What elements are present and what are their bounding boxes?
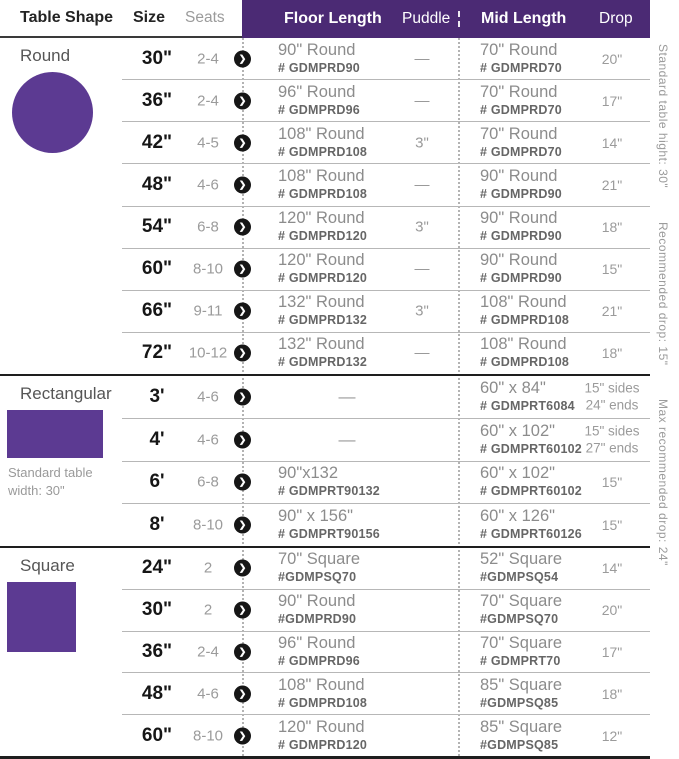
rectangular-shape-icon (7, 410, 103, 458)
seats-value: 4-6 (197, 685, 219, 703)
shape-column-square (0, 548, 122, 756)
drop-cell (574, 344, 650, 362)
section-square (0, 548, 650, 759)
chevron-circle-icon: ❯ (234, 727, 251, 744)
table-row (122, 631, 650, 673)
table-row (122, 376, 650, 418)
floor-length-sku: # GDMPRD132 (278, 355, 368, 370)
floor-length-value: 120" Round (278, 717, 365, 736)
mid-length-sku: # GDMPRD70 (480, 102, 562, 117)
table-row (122, 163, 650, 205)
table-header (0, 0, 650, 38)
seats-value: 4-6 (197, 176, 219, 194)
mid-length-value: 60" x 102" (480, 464, 556, 483)
table-row (122, 461, 650, 504)
drop-value: 18" (601, 218, 623, 235)
floor-length-sku: # GDMPRD108 (278, 187, 368, 202)
size-value: 6' (149, 471, 165, 493)
puddle-value: — (414, 176, 430, 194)
drop-cell (574, 176, 650, 194)
mid-length-sku: #GDMPSQ85 (480, 695, 559, 710)
chevron-circle-icon: ❯ (234, 560, 251, 577)
floor-length-value: 90"x132 (278, 464, 338, 483)
puddle-value: 3" (415, 218, 429, 236)
header-purple-bar (242, 0, 650, 38)
chevron-circle-icon: ❯ (234, 388, 251, 405)
floor-length-sku: # GDMPRD132 (278, 313, 368, 328)
seats-value: 9-11 (193, 302, 223, 320)
floor-length-cell (278, 592, 416, 628)
chevron-circle-icon: ❯ (234, 517, 251, 534)
mid-length-value: 108" Round (480, 335, 567, 354)
drop-cell (574, 302, 650, 320)
mid-length-value: 52" Square (480, 550, 563, 569)
chevron-circle-icon: ❯ (234, 219, 251, 236)
mid-length-value: 70" Round (480, 40, 558, 59)
size-value: 4' (149, 428, 165, 450)
floor-length-value: 120" Round (278, 209, 365, 228)
drop-cell (574, 559, 650, 577)
rows-rectangular (122, 376, 650, 546)
floor-length-value: 70" Square (278, 550, 361, 569)
square-shape-icon (7, 582, 76, 652)
table-row (122, 332, 650, 374)
chevron-circle-icon: ❯ (234, 345, 251, 362)
col-header-size: Size (133, 9, 166, 26)
drop-cell (574, 422, 650, 457)
size-value: 36" (141, 640, 173, 662)
floor-length-sku: # GDMPRD120 (278, 229, 368, 244)
mid-length-value: 90" Round (480, 209, 558, 228)
section-rectangular (0, 376, 650, 548)
col-header-table-shape: Table Shape (20, 9, 114, 26)
side-note-recommended-drop: Recommended drop: 15" (656, 222, 670, 366)
mid-length-sku: # GDMPRD70 (480, 144, 562, 159)
floor-length-cell: — (338, 429, 356, 449)
table-row (122, 248, 650, 290)
chevron-circle-icon: ❯ (234, 602, 251, 619)
mid-length-value: 60" x 126" (480, 507, 556, 526)
floor-length-sku: #GDMPRD90 (278, 612, 357, 627)
drop-value: 15" (601, 517, 623, 534)
floor-length-cell (278, 465, 416, 501)
section-round (0, 38, 650, 376)
table-row (122, 548, 650, 589)
size-value: 66" (141, 300, 173, 322)
rows-round (122, 38, 650, 374)
chevron-circle-icon: ❯ (234, 474, 251, 491)
seats-value: 4-6 (197, 431, 219, 449)
drop-cell (574, 49, 650, 67)
floor-length-sku: # GDMPRD96 (278, 102, 360, 117)
size-value: 60" (141, 724, 173, 746)
mid-length-sku: #GDMPSQ70 (480, 612, 559, 627)
drop-value: 14" (601, 560, 623, 577)
seats-value: 6-8 (197, 473, 219, 491)
chevron-circle-icon: ❯ (234, 50, 251, 67)
puddle-value: — (414, 92, 430, 110)
size-value: 72" (141, 342, 173, 364)
mid-length-sku: # GDMPRD108 (480, 355, 570, 370)
floor-length-sku: # GDMPRT90132 (278, 484, 380, 499)
floor-length-sku: # GDMPRD108 (278, 695, 368, 710)
size-value: 54" (141, 216, 173, 238)
drop-value: 20" (601, 50, 623, 67)
mid-length-sku: # GDMPRT60102 (480, 441, 582, 456)
drop-cell (574, 473, 650, 491)
drop-cell (574, 643, 650, 661)
floor-length-sku: # GDMPRD108 (278, 144, 368, 159)
floor-length-cell (278, 676, 416, 712)
seats-value: 8-10 (192, 727, 224, 745)
mid-length-value: 60" x 84" (480, 379, 546, 398)
shape-label-square: Square (20, 556, 75, 575)
col-header-seats: Seats (185, 9, 225, 26)
puddle-value: — (414, 344, 430, 362)
shape-label-round: Round (20, 46, 71, 65)
floor-length-value: 108" Round (278, 167, 365, 186)
floor-length-cell (278, 634, 416, 670)
drop-cell (574, 134, 650, 152)
col-header-mid-length: Mid Length (481, 10, 567, 27)
mid-length-sku: # GDMPRD108 (480, 313, 570, 328)
floor-length-cell: — (338, 386, 356, 406)
header-left (0, 0, 242, 38)
chevron-circle-icon: ❯ (234, 431, 251, 448)
floor-length-sku: # GDMPRT90156 (278, 527, 380, 542)
chevron-circle-icon: ❯ (234, 303, 251, 320)
floor-length-value: 90" Round (278, 592, 356, 611)
shape-caption-line: width: 30" (8, 482, 65, 498)
chevron-circle-icon: ❯ (234, 176, 251, 193)
drop-value: 17" (601, 92, 623, 109)
floor-length-value: 120" Round (278, 251, 365, 270)
floor-length-sku: # GDMPRD120 (278, 271, 368, 286)
drop-cell (574, 516, 650, 534)
drop-cell (574, 379, 650, 414)
mid-length-sku: # GDMPRD90 (480, 187, 562, 202)
floor-length-value: 96" Round (278, 634, 356, 653)
floor-length-sku: # GDMPRD96 (278, 654, 360, 669)
table-row (122, 121, 650, 163)
floor-length-cell (278, 718, 416, 754)
drop-value: 15" sides (584, 380, 640, 396)
floor-length-value: 90" Round (278, 40, 356, 59)
drop-cell (574, 260, 650, 278)
floor-length-cell (278, 507, 416, 543)
table-row (122, 672, 650, 714)
size-value: 48" (141, 173, 173, 195)
drop-cell (574, 685, 650, 703)
floor-length-cell (278, 551, 416, 587)
shape-caption-rectangular (8, 464, 93, 499)
chevron-circle-icon: ❯ (234, 134, 251, 151)
seats-value: 8-10 (192, 260, 224, 278)
floor-length-value: 132" Round (278, 335, 365, 354)
chevron-circle-icon: ❯ (234, 261, 251, 278)
drop-value: 21" (601, 303, 623, 320)
round-shape-icon (12, 72, 93, 153)
side-note-table-height: Standard table hight: 30" (656, 44, 670, 189)
drop-value: 12" (601, 727, 623, 744)
seats-value: 4-5 (197, 134, 219, 152)
table-row (122, 503, 650, 546)
seats-value: 2 (203, 601, 213, 619)
size-value: 3' (149, 385, 165, 407)
mid-length-value: 90" Round (480, 251, 558, 270)
size-value: 42" (141, 131, 173, 153)
drop-value: 17" (601, 643, 623, 660)
mid-length-sku: # GDMPRT60102 (480, 484, 582, 499)
drop-value: 15" (601, 474, 623, 491)
table-row (122, 418, 650, 461)
drop-value-secondary: 27" ends (585, 440, 639, 456)
drop-cell (574, 218, 650, 236)
table-row (122, 589, 650, 631)
rows-square (122, 548, 650, 756)
table-row (122, 290, 650, 332)
floor-length-value: 90" x 156" (278, 507, 354, 526)
table-row (122, 79, 650, 121)
table-row (122, 38, 650, 79)
mid-length-sku: # GDMPRD70 (480, 60, 562, 75)
mid-length-value: 85" Square (480, 675, 563, 694)
seats-value: 6-8 (197, 218, 219, 236)
size-value: 8' (149, 514, 165, 536)
seats-value: 2-4 (197, 92, 219, 110)
seats-value: 2 (203, 559, 213, 577)
col-header-floor-length: Floor Length (284, 10, 382, 27)
floor-length-value: 108" Round (278, 675, 365, 694)
side-note-max-drop: Max recommended drop: 24" (656, 399, 670, 567)
puddle-value: — (414, 50, 430, 68)
mid-length-sku: # GDMPRT70 (480, 654, 561, 669)
shape-caption-line: Standard table (8, 465, 93, 480)
seats-value: 4-6 (197, 388, 219, 406)
size-value: 36" (141, 89, 173, 111)
chevron-circle-icon: ❯ (234, 685, 251, 702)
floor-length-value: 132" Round (278, 293, 365, 312)
seats-value: 8-10 (192, 516, 224, 534)
mid-length-value: 90" Round (480, 167, 558, 186)
drop-cell (574, 92, 650, 110)
floor-length-value: 108" Round (278, 125, 365, 144)
shape-column-rectangular (0, 376, 122, 546)
mid-length-value: 70" Round (480, 125, 558, 144)
size-value: 48" (141, 682, 173, 704)
mid-length-sku: # GDMPRD90 (480, 229, 562, 244)
drop-value: 20" (601, 602, 623, 619)
puddle-value: — (414, 260, 430, 278)
mid-length-value: 108" Round (480, 293, 567, 312)
table-body (0, 38, 650, 759)
table-row (122, 206, 650, 248)
dashed-divider (458, 11, 460, 27)
drop-value: 15" (601, 261, 623, 278)
seats-value: 2-4 (197, 643, 219, 661)
mid-length-value: 85" Square (480, 717, 563, 736)
table-row (122, 714, 650, 756)
puddle-value: 3" (415, 302, 429, 320)
mid-length-value: 70" Square (480, 592, 563, 611)
drop-value-secondary: 24" ends (585, 397, 639, 413)
size-value: 60" (141, 258, 173, 280)
mid-length-sku: # GDMPRT6084 (480, 399, 575, 414)
mid-length-value: 70" Round (480, 82, 558, 101)
side-notes (656, 44, 670, 566)
floor-length-sku: # GDMPRD120 (278, 737, 368, 752)
shape-label-rectangular: Rectangular (20, 384, 112, 403)
drop-cell (574, 726, 650, 744)
mid-length-sku: #GDMPSQ85 (480, 737, 559, 752)
mid-length-sku: # GDMPRD90 (480, 271, 562, 286)
drop-value: 14" (601, 134, 623, 151)
floor-length-sku: #GDMPSQ70 (278, 570, 357, 585)
drop-value: 18" (601, 345, 623, 362)
drop-value: 21" (601, 176, 623, 193)
drop-value: 18" (601, 685, 623, 702)
drop-value: 15" sides (584, 423, 640, 439)
size-value: 30" (141, 599, 173, 621)
chevron-circle-icon: ❯ (234, 643, 251, 660)
size-value: 24" (141, 557, 173, 579)
mid-length-value: 70" Square (480, 634, 563, 653)
size-value: 30" (141, 47, 173, 69)
col-header-puddle: Puddle (402, 10, 451, 27)
shape-column-round (0, 38, 122, 374)
floor-length-sku: # GDMPRD90 (278, 60, 360, 75)
drop-cell (574, 601, 650, 619)
chevron-circle-icon: ❯ (234, 92, 251, 109)
mid-length-sku: #GDMPSQ54 (480, 570, 559, 585)
seats-value: 2-4 (197, 50, 219, 68)
puddle-value: 3" (415, 134, 429, 152)
floor-length-value: 96" Round (278, 82, 356, 101)
col-header-drop: Drop (599, 10, 633, 27)
mid-length-value: 60" x 102" (480, 421, 556, 440)
mid-length-sku: # GDMPRT60126 (480, 527, 582, 542)
seats-value: 10-12 (188, 344, 228, 362)
